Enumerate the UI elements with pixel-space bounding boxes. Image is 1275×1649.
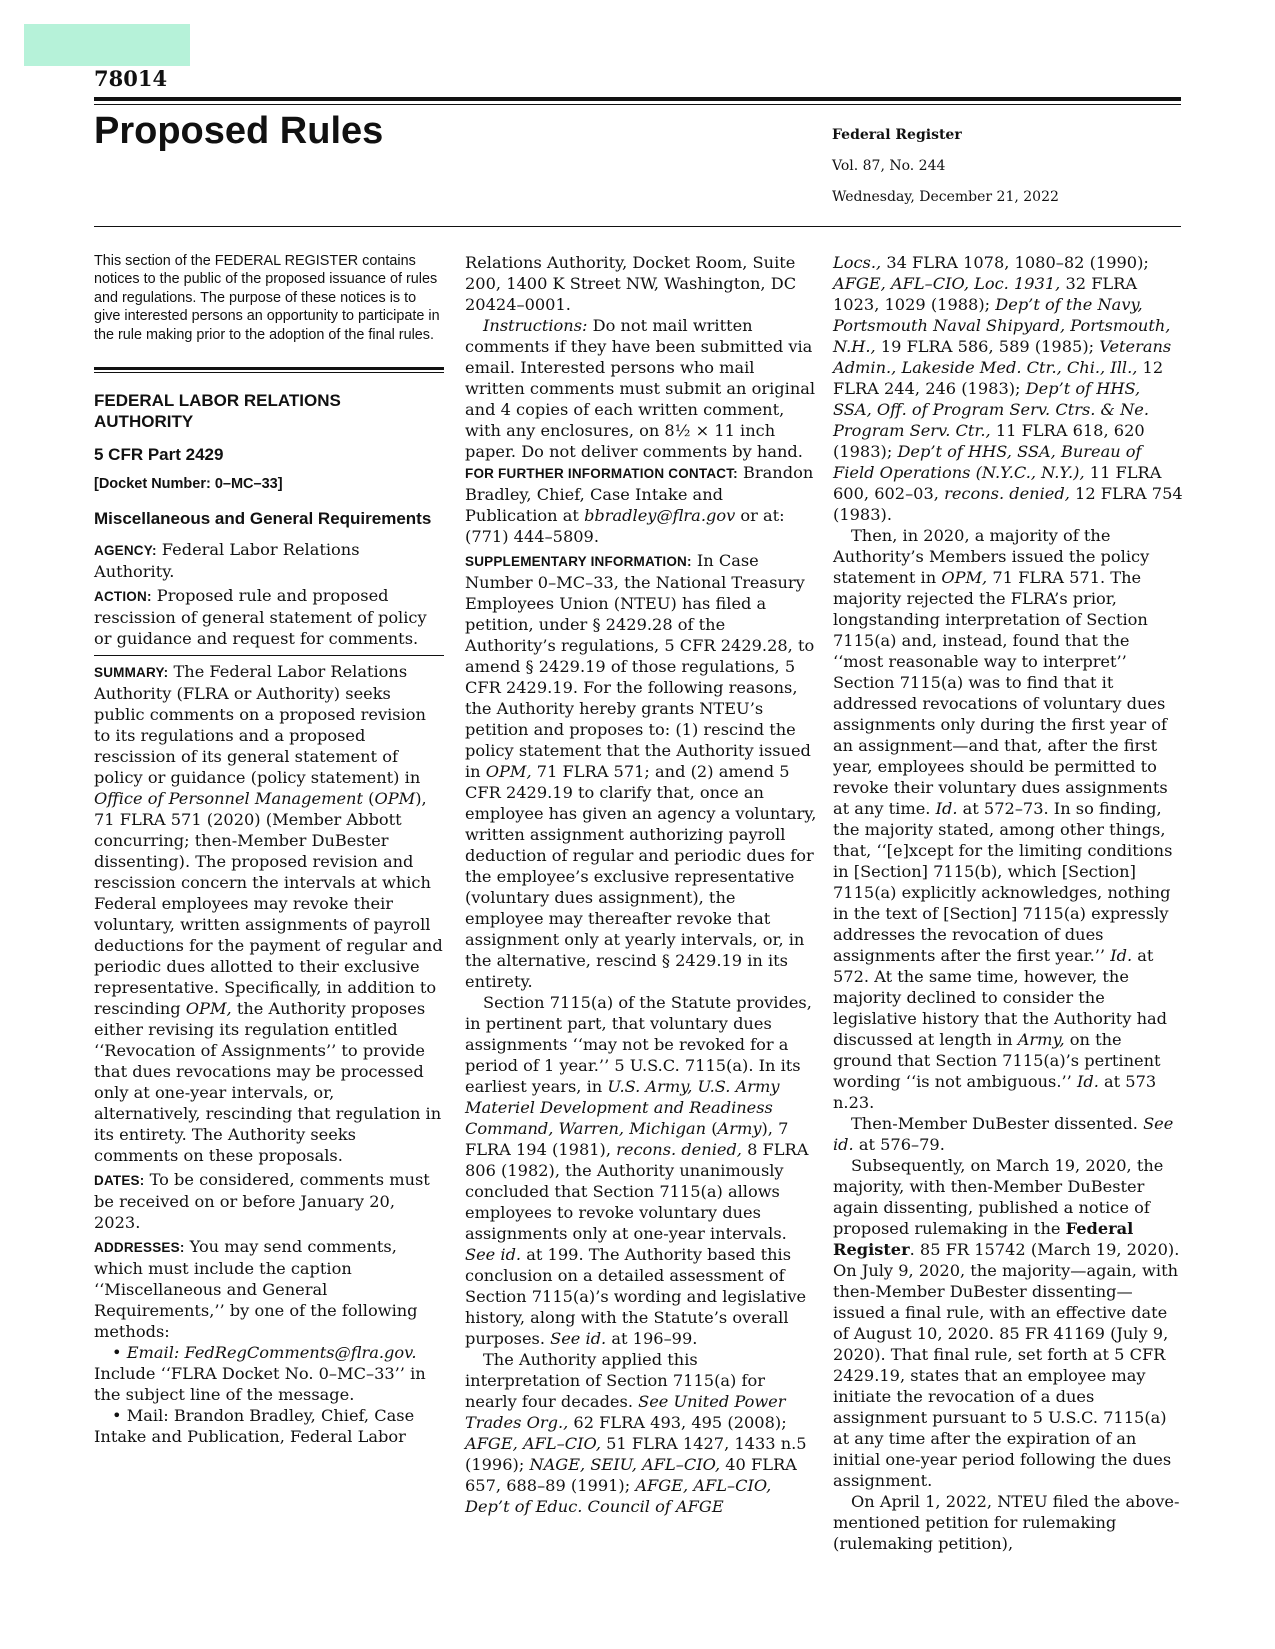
case-citation: OPM, (941, 568, 988, 587)
double-rule (94, 367, 444, 373)
body-text: at 199. The Authority based this conclusion on a detailed assessment of Section 7115(a)’s wording and legislative history, along with the Statute’s overall purposes. (465, 1245, 807, 1348)
summary-case-short: OPM, (185, 999, 232, 1019)
dissent-paragraph (833, 1113, 1183, 1155)
body-text: . 85 FR 15742 (March 19, 2020). On July 9, 2020, the majority—again, with then-Member DuBester dissenting—issued a final rule, with an effective date of August 10, 2020. 85 FR 41169 (July 9, 2020). That final rule, set forth at 5 CFR 2429.19, states that an employee may initiate the revocation of a dues assignment pursuant to 5 U.S.C. 7115(a) at any time after the expiration of an initial one-year period following the dues assignment. (833, 1240, 1180, 1490)
rule-subject: Miscellaneous and General Requirements (94, 509, 432, 529)
case-citation: Dep’t of the Navy, Portsmouth Naval Shipyard, Portsmouth, N.H., (833, 295, 1171, 356)
body-text: 12 FLRA 754 (1983). (833, 484, 1183, 524)
body-text: Then-Member DuBester dissented. (851, 1114, 1144, 1133)
color-tab-marker (24, 24, 190, 66)
register-name: Federal Register (832, 127, 962, 143)
action-label: ACTION: (94, 589, 152, 605)
section-notice: This section of the FEDERAL REGISTER contains notices to the public of the proposed issuance of rules and regulations. The purpose of these notices is to give interested persons an opportunity to participate in the rule making prior to the adoption of the final rules. (94, 253, 440, 343)
case-citation: Army, (1017, 1030, 1065, 1049)
instructions-text: Do not mail written comments if they have been submitted via email. Interested persons who mail written comments must submit an original and 4 copies of each written comment, with any enclosures, on 8½ × 11 inch paper. Do not deliver comments by hand. (465, 316, 816, 461)
agency-label: AGENCY: (94, 543, 157, 559)
header-divider (94, 226, 1181, 227)
contact-paragraph (465, 462, 817, 547)
body-text: Section 7115(a) of the Statute provides, in pertinent part, that voluntary dues assignments ‘‘may not be revoked for a period of 1 year.’’ 5 U.S.C. 7115(a). In its earliest years, in (465, 993, 812, 1096)
publication-date: Wednesday, December 21, 2022 (832, 189, 1059, 205)
email-address-link[interactable]: Email: FedRegComments@flra.gov. (126, 1343, 417, 1363)
case-citation: Dep’t of HHS, SSA, Off. of Program Serv. Ctrs. & Ne. Program Serv. Ctr., (833, 379, 1150, 440)
supplementary-label: SUPPLEMENTARY INFORMATION: (465, 554, 692, 569)
body-text: 8 FLRA 806 (1982), the Authority unanimously concluded that Section 7115(a) allows employees to revoke voluntary dues assignments only at one-year intervals. (465, 1140, 809, 1243)
case-citation: Id. (1110, 946, 1133, 965)
precedent-paragraph (465, 1349, 817, 1517)
email-method (94, 1342, 444, 1405)
body-text: 12 FLRA 244, 246 (1983); (833, 358, 1164, 398)
body-text: 11 FLRA 600, 602–03, (833, 463, 1162, 503)
header-rule-thin (94, 104, 1181, 105)
dates-label: DATES: (94, 1173, 145, 1189)
summary-text: ( (362, 789, 375, 809)
summary-text: ), 71 FLRA 571 (2020) (Member Abbott concurring; then-Member DuBester dissenting). The proposed revision and rescission concern the intervals at which Federal employees may revoke their voluntary, written assignments of payroll deductions for the payment of regular and periodic dues allotted to their exclusive representative. Specifically, in addition to rescinding (94, 789, 443, 1019)
statute-paragraph (465, 992, 817, 1349)
addresses-text: You may send comments, which must include the caption ‘‘Miscellaneous and General Requirements,’’ by one of the following methods: (94, 1237, 418, 1342)
bullet: • (112, 1343, 127, 1363)
body-text: ), 7 FLRA 194 (1981), (465, 1119, 789, 1159)
column-3 (833, 252, 1183, 1554)
summary-paragraph (94, 661, 444, 1166)
addresses-label: ADDRESSES: (94, 1240, 185, 1256)
case-citation: recons. denied, (616, 1140, 742, 1159)
body-text: 34 FLRA 1078, 1080–82 (1990); (881, 253, 1149, 272)
agency-paragraph (94, 539, 444, 582)
body-text: Then, in 2020, a majority of the Authority’s Members issued the policy statement in (833, 526, 1150, 587)
petition-paragraph: On April 1, 2022, NTEU filed the above-mentioned petition for rulemaking (rulemaking petition), (833, 1492, 1180, 1553)
divider (94, 655, 444, 656)
supplementary-text: 71 FLRA 571; and (2) amend 5 CFR 2429.19 to clarify that, once an employee has given an agency a voluntary, written assignment authorizing payroll deduction of regular and periodic dues for the employee’s exclusive representative (voluntary dues assignment), the employee may thereafter revoke that assignment only at yearly intervals, or, in the alternative, rescind § 2429.19 in its entirety. (465, 762, 817, 991)
case-citation: Dep’t of HHS, SSA, Bureau of Field Operations (N.Y.C., N.Y.), (833, 442, 1142, 482)
email-instructions: Include ‘‘FLRA Docket No. 0–MC–33’’ in the subject line of the message. (94, 1364, 426, 1405)
case-citation: Army (717, 1119, 762, 1138)
contact-label: FOR FURTHER INFORMATION CONTACT: (465, 466, 738, 481)
precedent-continued (833, 252, 1183, 525)
summary-label: SUMMARY: (94, 665, 169, 681)
instructions-label: Instructions: (483, 316, 588, 335)
action-text: Proposed rule and proposed rescission of general statement of policy or guidance and request for comments. (94, 586, 427, 649)
action-paragraph (94, 585, 444, 649)
case-citation: See id. (833, 1114, 1174, 1154)
case-citation: Locs., (833, 253, 882, 272)
body-text: at 576–79. (853, 1135, 945, 1154)
summary-case-short: OPM (374, 789, 416, 809)
case-citation: Veterans Admin., Lakeside Med. Ctr., Chi., Ill., (833, 337, 1172, 377)
agency-text: Federal Labor Relations Authority. (94, 540, 360, 582)
body-text: 62 FLRA 493, 495 (2008); (568, 1413, 787, 1432)
case-citation: See United Power Trades Org., (465, 1392, 786, 1432)
case-citation: AFGE, AFL–CIO, Loc. 1931, (833, 274, 1061, 293)
case-citation: AFGE, AFL–CIO, Dep’t of Educ. Council of AFGE (465, 1476, 772, 1516)
body-text: at 196–99. (606, 1329, 698, 1348)
rulemaking-history-paragraph (833, 1155, 1183, 1491)
register-info (832, 120, 1059, 213)
docket-number: [Docket Number: 0–MC–33] (94, 476, 283, 493)
address-continued: Relations Authority, Docket Room, Suite 200, 1400 K Street NW, Washington, DC 20424–0001. (465, 253, 797, 314)
summary-case: Office of Personnel Management (94, 789, 363, 809)
body-text: 19 FLRA 586, 589 (1985); (875, 337, 1100, 356)
contact-text: Brandon Bradley, Chief, Case Intake and Publication at (465, 463, 814, 525)
page-number: 78014 (94, 66, 168, 91)
summary-text: The Federal Labor Relations Authority (FLRA or Authority) seeks public comments on a proposed revision to its regulations and a proposed rescission of its general statement of policy or guidance (policy statement) in (94, 662, 426, 788)
body-text: at 572. At the same time, however, the majority declined to consider the legislative history that the Authority had discussed at length in (833, 946, 1168, 1049)
case-citation: NAGE, SEIU, AFL–CIO, (529, 1455, 721, 1474)
case-citation: recons. denied, (944, 484, 1070, 503)
header-rule (94, 97, 1181, 101)
case-citation: Id. (935, 799, 958, 818)
case-citation: See id. (465, 1245, 522, 1264)
body-text: 71 FLRA 571. The majority rejected the FLRA’s prior, longstanding interpretation of Section 7115(a) and, instead, found that the ‘‘most reasonable way to interpret’’ Section 7115(a) was to find that it addressed revocations of voluntary dues assignments only during the first year of an assignment—and that, after the first year, employees should be permitted to revoke their voluntary dues assignments at any time. (833, 568, 1168, 818)
column-2 (465, 252, 817, 1517)
addresses-paragraph (94, 1236, 444, 1342)
summary-text: the Authority proposes either revising its regulation entitled ‘‘Revocation of Assignments’’ to provide that dues revocations may be processed only at one-year intervals, or, alternatively, rescinding that regulation in its entirety. The Authority seeks comments on these proposals. (94, 999, 442, 1166)
policy-statement-paragraph (833, 525, 1183, 1113)
case-citation: AFGE, AFL–CIO, (465, 1434, 601, 1453)
dates-paragraph (94, 1169, 444, 1233)
body-text: at 573 n.23. (833, 1072, 1157, 1112)
body-text: 40 FLRA 657, 688–89 (1991); (465, 1455, 797, 1495)
body-text: 11 FLRA 618, 620 (1983); (833, 421, 1145, 461)
case-citation: Id. (1076, 1072, 1099, 1091)
federal-register-ref: Federal Register (833, 1219, 1134, 1259)
body-text: on the ground that Section 7115(a)’s pertinent wording ‘‘is not ambiguous.’’ (833, 1030, 1161, 1091)
agency-heading: FEDERAL LABOR RELATIONS AUTHORITY (94, 391, 341, 432)
contact-phone: or at: (771) 444–5809. (465, 506, 785, 546)
body-text: 51 FLRA 1427, 1433 n.5 (1996); (465, 1434, 807, 1474)
volume-number: Vol. 87, No. 244 (832, 158, 946, 174)
contact-email-link[interactable]: bbradley@flra.gov (584, 506, 736, 525)
body-text: The Authority applied this interpretation of Section 7115(a) for nearly four decades. (465, 1350, 765, 1411)
supplementary-text: In Case Number 0–MC–33, the National Treasury Employees Union (NTEU) has filed a petition, under § 2429.28 of the Authority’s regulations, 5 CFR 2429.28, to amend § 2429.19 of those regulations, 5 CFR 2429.19. For the following reasons, the Authority hereby grants NTEU’s petition and proposes to: (1) rescind the policy statement that the Authority issued in (465, 551, 815, 781)
body-text: at 572–73. In so finding, the majority stated, among other things, that, ‘‘[e]xcept for the limiting conditions in [Section] 7115(b), which [Section] 7115(a) explicitly acknowledges, nothing in the text of [Section] 7115(a) expressly addresses the revocation of dues assignments after the first year.’’ (833, 799, 1173, 965)
dates-text: To be considered, comments must be received on or before January 20, 2023. (94, 1170, 430, 1233)
body-text: Subsequently, on March 19, 2020, the majority, with then-Member DuBester again dissenting, published a notice of proposed rulemaking in the (833, 1156, 1164, 1238)
supplementary-paragraph (465, 550, 817, 992)
section-title: Proposed Rules (94, 110, 384, 152)
instructions-paragraph (465, 315, 817, 462)
mail-method: • Mail: Brandon Bradley, Chief, Case Intake and Publication, Federal Labor (94, 1406, 415, 1447)
body-text: ( (706, 1119, 718, 1138)
body-text: 32 FLRA 1023, 1029 (1988); (833, 274, 1138, 314)
case-citation: See id. (550, 1329, 607, 1348)
case-citation: OPM, (485, 762, 532, 781)
column-1 (94, 252, 444, 1447)
case-citation: U.S. Army, U.S. Army Materiel Development and Readiness Command, Warren, Michigan (465, 1077, 780, 1138)
cfr-part: 5 CFR Part 2429 (94, 445, 224, 465)
